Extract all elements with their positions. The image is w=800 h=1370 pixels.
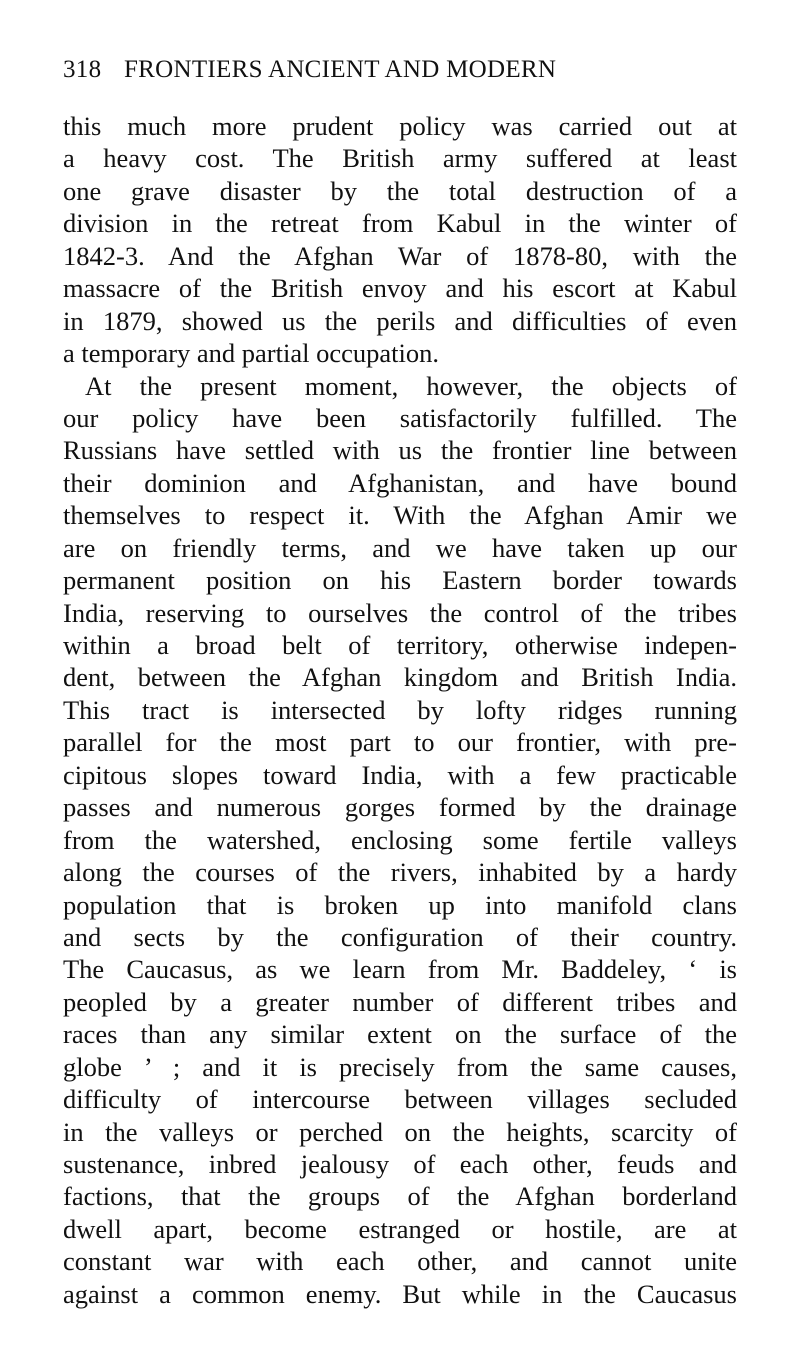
text-line: permanent position on his Eastern border towards: [63, 565, 737, 596]
running-title: FRONTIERS ANCIENT AND MODERN: [123, 56, 557, 83]
text-line: themselves to respect it. With the Afghan Amir we: [63, 500, 737, 531]
text-line: 1842-3. And the Afghan War of 1878-80, with the: [63, 240, 737, 271]
text-line: dwell apart, become estranged or hostile, are at: [63, 1213, 737, 1244]
text-line: our policy have been satisfactorily fulfilled. The: [63, 402, 737, 433]
text-line: globe ’ ; and it is precisely from the same causes,: [63, 1051, 737, 1082]
text-line: in 1879, showed us the perils and difficulties of even: [63, 305, 737, 336]
body-text: [63, 110, 737, 1310]
text-line: dent, between the Afghan kingdom and British India.: [63, 662, 737, 693]
text-line: and sects by the configuration of their country.: [63, 921, 737, 952]
text-line: population that is broken up into manifold clans: [63, 889, 737, 920]
text-line: parallel for the most part to our frontier, with pre-: [63, 727, 737, 758]
text-line: races than any similar extent on the surface of the: [63, 1019, 737, 1050]
page-number: 318: [63, 56, 102, 83]
text-line: one grave disaster by the total destruction of a: [63, 175, 737, 206]
text-line: sustenance, inbred jealousy of each other, feuds and: [63, 1149, 737, 1179]
text-line: At the present moment, however, the objects of: [85, 370, 737, 401]
text-line: within a broad belt of territory, otherwise indepen-: [63, 630, 737, 660]
text-line: are on friendly terms, and we have taken up our: [63, 532, 737, 563]
text-line: massacre of the British envoy and his escort at Kabul: [63, 273, 737, 304]
running-header: [63, 56, 556, 84]
text-line: factions, that the groups of the Afghan borderland: [63, 1181, 737, 1212]
text-line: a temporary and partial occupation.: [63, 338, 439, 369]
text-line: peopled by a greater number of different tribes and: [63, 986, 737, 1017]
text-line: in the valleys or perched on the heights, scarcity of: [63, 1116, 737, 1147]
text-line: their dominion and Afghanistan, and have bound: [63, 467, 737, 498]
text-line: cipitous slopes toward India, with a few practicable: [63, 759, 737, 790]
text-line: this much more prudent policy was carried out at: [63, 111, 737, 141]
text-line: constant war with each other, and cannot unite: [63, 1246, 737, 1277]
text-line: along the courses of the rivers, inhabited by a hardy: [63, 857, 737, 888]
text-line: This tract is intersected by lofty ridges running: [63, 694, 737, 725]
text-line: The Caucasus, as we learn from Mr. Baddeley, ‘ is: [63, 954, 737, 985]
text-line: passes and numerous gorges formed by the drainage: [63, 792, 737, 823]
text-line: against a common enemy. But while in the Caucasus: [63, 1278, 737, 1309]
text-line: India, reserving to ourselves the control of the tribes: [63, 597, 737, 628]
text-line: Russians have settled with us the frontier line between: [63, 435, 737, 466]
text-line: a heavy cost. The British army suffered at least: [63, 143, 737, 174]
text-line: difficulty of intercourse between villages secluded: [63, 1084, 737, 1115]
text-line: division in the retreat from Kabul in the winter of: [63, 208, 737, 239]
text-line: from the watershed, enclosing some fertile valleys: [63, 824, 737, 855]
